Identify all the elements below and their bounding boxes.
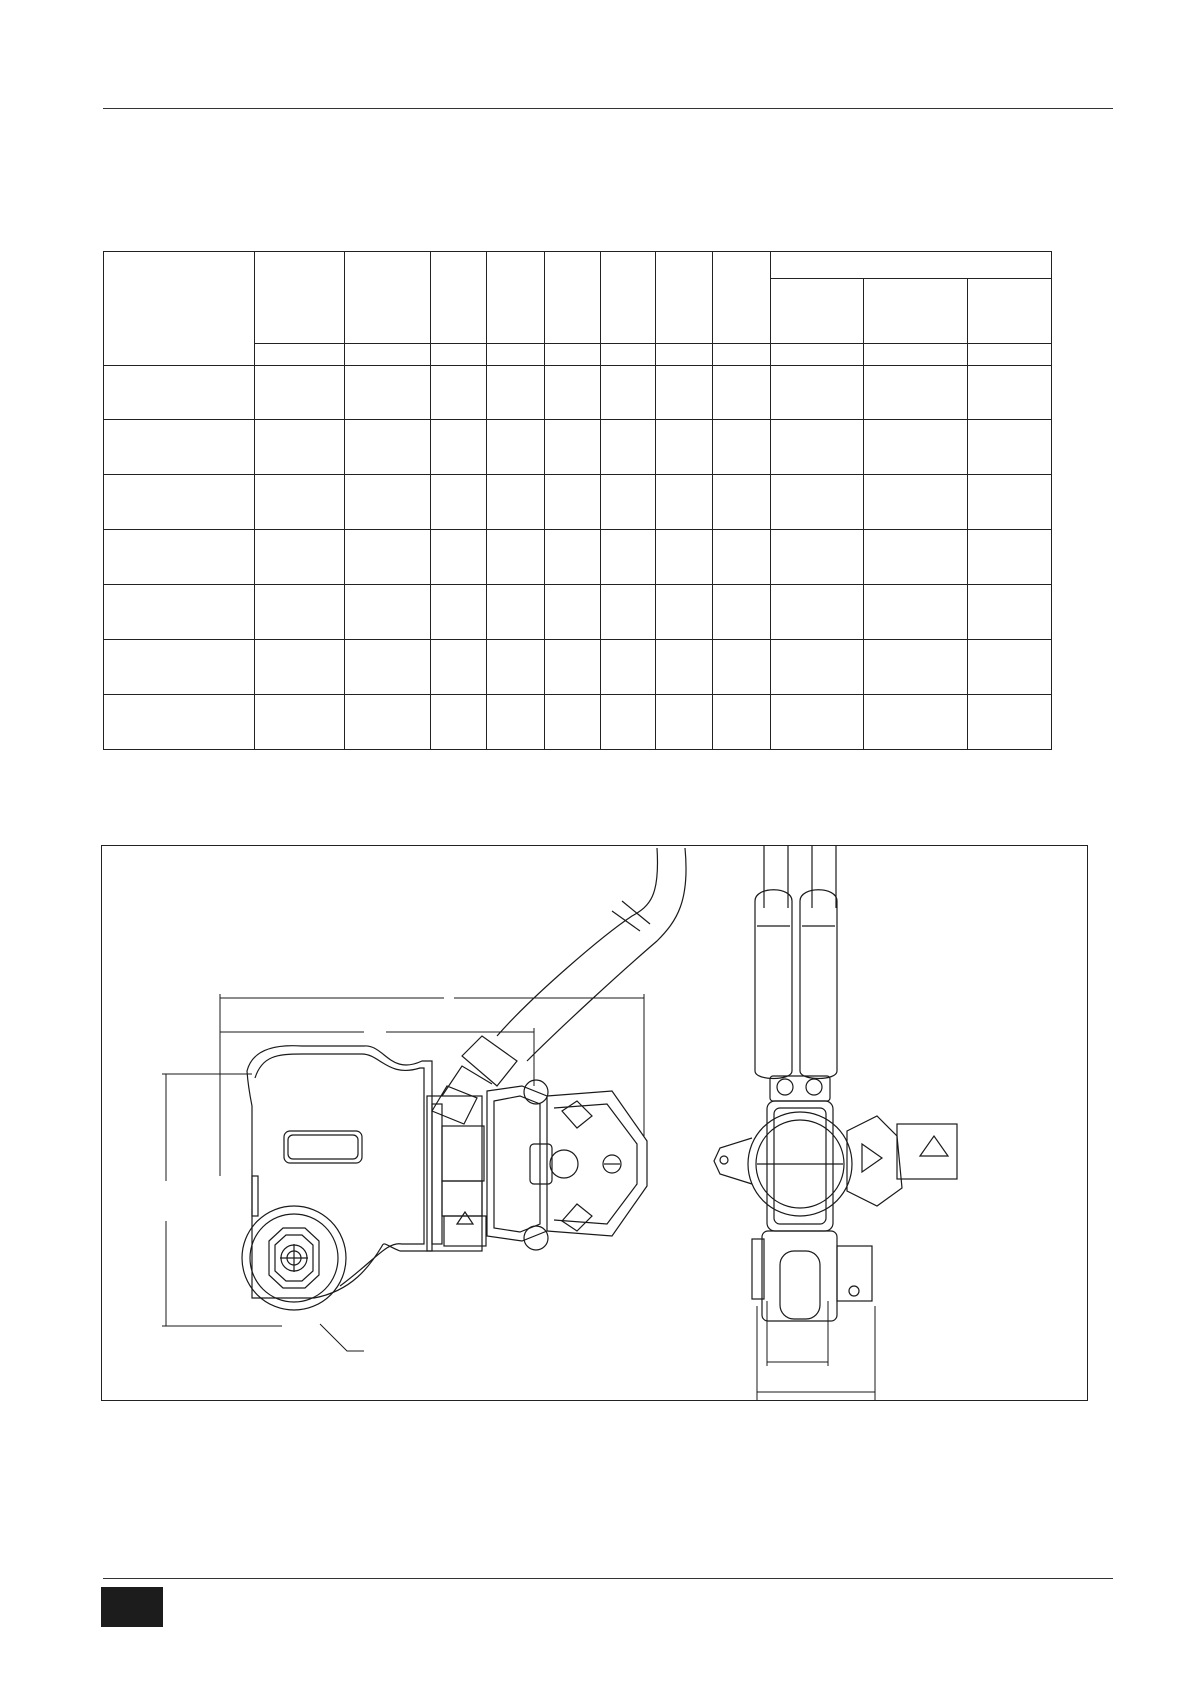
unit-cell [431, 344, 487, 366]
header-cell [656, 252, 713, 344]
side-view [162, 848, 686, 1351]
front-view [714, 846, 957, 1400]
sub-header-cell [771, 279, 864, 344]
unit-cell [545, 344, 601, 366]
table-row [104, 420, 1052, 475]
unit-cell [713, 344, 771, 366]
group-header-cell [771, 252, 1052, 279]
unit-cell [601, 344, 656, 366]
footer-rule [103, 1578, 1113, 1579]
table-row [104, 530, 1052, 585]
header-cell [713, 252, 771, 344]
unit-cell [345, 344, 431, 366]
unit-cell [656, 344, 713, 366]
sub-header-cell [864, 279, 968, 344]
table-body [104, 366, 1052, 750]
header-cell [487, 252, 545, 344]
page-number-box [101, 1587, 163, 1627]
header-cell [255, 252, 345, 344]
spec-table [103, 251, 1052, 750]
header-cell-model [104, 252, 255, 366]
unit-cell [771, 344, 864, 366]
header-rule [103, 108, 1113, 109]
unit-cell [864, 344, 968, 366]
technical-drawing-frame [101, 845, 1088, 1401]
unit-cell [968, 344, 1052, 366]
table-row [104, 366, 1052, 420]
table-row [104, 585, 1052, 640]
header-cell [545, 252, 601, 344]
table-row [104, 640, 1052, 695]
unit-cell [255, 344, 345, 366]
header-cell [601, 252, 656, 344]
table-row [104, 475, 1052, 530]
table-row [104, 695, 1052, 750]
sub-header-cell [968, 279, 1052, 344]
header-cell [431, 252, 487, 344]
unit-cell [487, 344, 545, 366]
header-cell [345, 252, 431, 344]
